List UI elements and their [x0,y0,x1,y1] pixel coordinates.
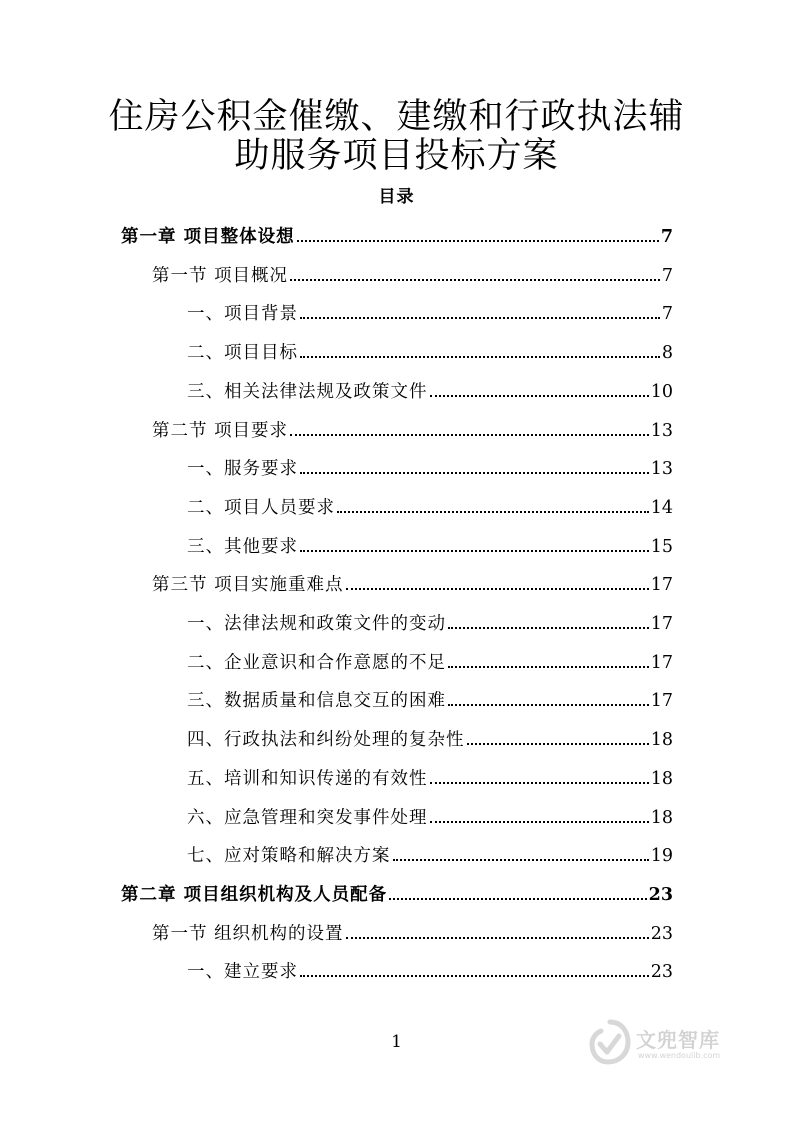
toc-entry[interactable] [152,263,673,289]
toc-entry-page: 7 [661,304,673,325]
toc-entry-text: 一、法律法规和政策文件的变动 [187,614,446,634]
toc-entry[interactable] [187,766,673,792]
toc-entry-text: 第三节 项目实施重难点 [152,575,344,596]
toc-entry[interactable] [187,650,673,676]
toc-dot-leader [300,472,649,474]
toc-dot-leader [430,782,649,784]
toc-entry[interactable] [152,418,673,444]
toc-entry-text: 五、培训和知识传递的有效性 [187,768,428,789]
toc-entry-page: 18 [650,768,673,789]
toc-entry-text: 三、数据质量和信息交互的困难 [187,691,446,712]
toc-dot-leader [393,859,649,861]
toc-dot-leader [430,395,649,397]
page-number: 1 [391,1032,402,1052]
toc-entry-page: 14 [650,497,673,518]
toc-entry-page: 18 [650,730,673,751]
watermark-name: 文兜智库 [636,1028,720,1052]
toc-entry-text: 第一节 项目概况 [152,265,289,286]
toc-entry-page: 10 [650,381,673,402]
toc-entry[interactable] [152,921,673,947]
toc-dot-leader [300,550,649,552]
toc-entry-text: 六、应急管理和突发事件处理 [187,807,428,828]
toc-entry-page: 23 [650,923,673,944]
toc-dot-leader [389,898,647,900]
toc-entry-text: 三、其他要求 [187,536,298,557]
toc-entry-page: 15 [650,536,673,557]
toc-entry[interactable] [121,224,673,250]
toc-dot-leader [448,704,649,706]
toc-entry-page: 18 [650,807,673,828]
toc-entry-page: 8 [661,343,673,364]
watermark [588,1018,758,1074]
toc-dot-leader [290,434,649,436]
toc-entry[interactable] [187,727,673,753]
toc-entry-page: 23 [650,962,673,983]
document-title-line-1: 住房公积金催缴、建缴和行政执法辅 [108,97,685,137]
toc-dot-leader [467,743,649,745]
toc-entry[interactable] [187,301,673,327]
toc-dot-leader [290,279,660,281]
wendou-logo-icon [588,1018,632,1066]
toc-entry-text: 一、服务要求 [187,459,298,480]
toc-entry-page: 17 [650,691,673,712]
document-title-line-2: 助服务项目投标方案 [234,136,559,176]
toc-entry[interactable] [121,882,673,908]
toc-entry-text: 二、项目人员要求 [187,497,335,518]
toc-entry-page: 7 [661,265,673,286]
toc-entry-page: 17 [650,652,673,673]
toc-dot-leader [300,356,660,358]
toc-dot-leader [430,821,649,823]
toc-entry-page: 17 [650,614,673,634]
toc-dot-leader [448,627,649,629]
toc-entry[interactable] [187,495,673,521]
toc-entry-text: 七、应对策略和解决方案 [187,846,391,867]
toc-entry-text: 二、企业意识和合作意愿的不足 [187,652,446,673]
toc-entry[interactable] [187,843,673,869]
toc-dot-leader [346,937,649,939]
toc-entry[interactable] [152,572,673,598]
toc-entry-text: 第二节 项目要求 [152,420,289,441]
toc-dot-leader [346,588,649,590]
toc-dot-leader [448,666,649,668]
toc-entry-text: 第一节 组织机构的设置 [152,923,344,944]
toc-entry-text: 三、相关法律法规及政策文件 [187,381,428,402]
toc-entry[interactable] [187,959,673,985]
toc-entry-text: 一、项目背景 [187,304,298,325]
toc-heading: 目录 [378,187,415,207]
toc-entry-page: 13 [650,459,673,480]
toc-entry-text: 二、项目目标 [187,343,298,364]
toc-entry-text: 四、行政执法和纠纷处理的复杂性 [187,730,465,751]
toc-entry-page: 19 [650,846,673,867]
toc-entry-page: 17 [650,575,673,596]
toc-dot-leader [337,511,649,513]
toc-entry-page: 23 [648,884,673,905]
toc-entry-text: 第一章 项目整体设想 [121,227,295,247]
toc-entry-page: 13 [650,420,673,441]
toc-entry-text: 第二章 项目组织机构及人员配备 [121,884,388,905]
toc-entry[interactable] [187,340,673,366]
toc-entry[interactable] [187,805,673,831]
toc-dot-leader [300,317,660,319]
toc-entry[interactable] [187,379,673,405]
toc-dot-leader [297,240,659,242]
toc-dot-leader [300,975,649,977]
watermark-url: www.wendoulib.com [638,1051,721,1060]
toc-entry[interactable] [187,534,673,560]
toc-entry[interactable] [187,611,673,637]
toc-entry-page: 7 [660,227,673,247]
toc-entry[interactable] [187,456,673,482]
toc-entry-text: 一、建立要求 [187,962,298,983]
toc-entry[interactable] [187,688,673,714]
